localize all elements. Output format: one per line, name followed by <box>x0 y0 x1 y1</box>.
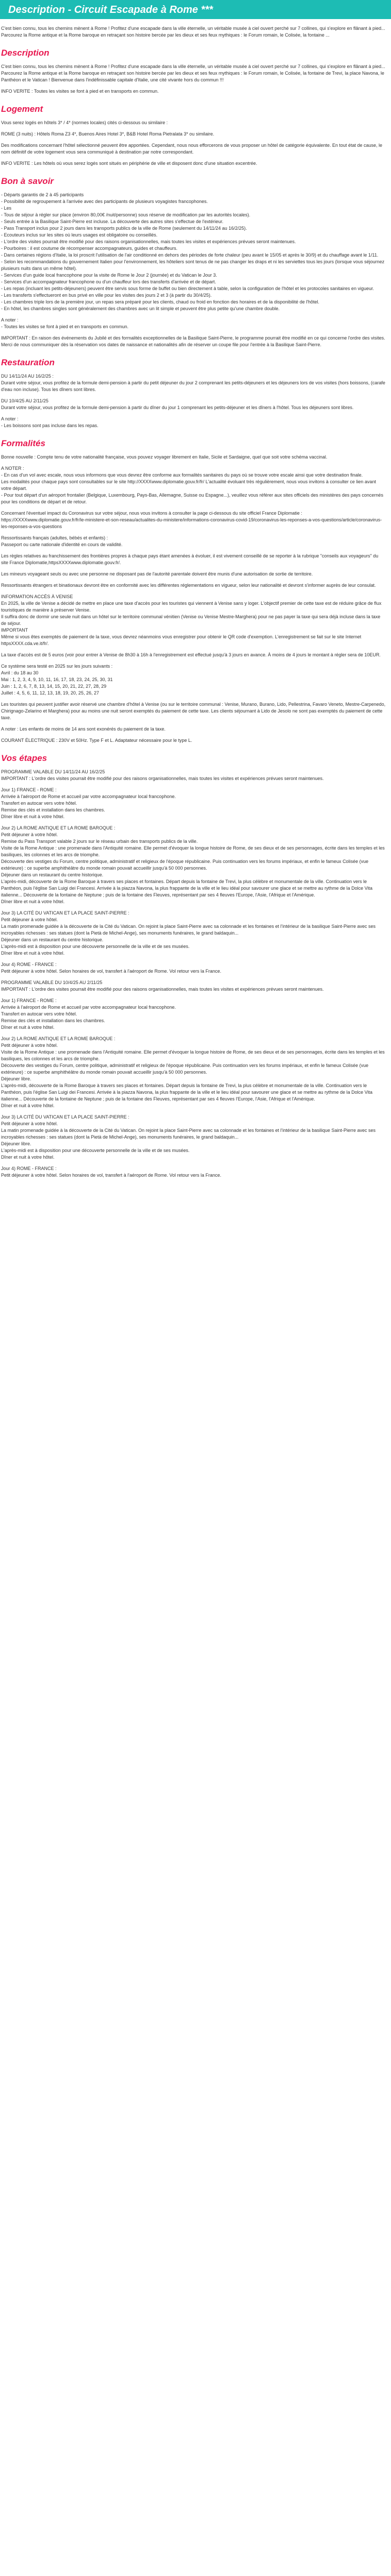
section-paragraph: Jour 1) FRANCE - ROME : Arrivée à l'aéroport de Rome et accueil par votre accompagnateur local francophone. Transfert en autocar vers votre hôtel. Remise des clés et installation dans les chambres. Dîner libre et nuit à votre hôtel. <box>1 787 176 819</box>
section-paragraph: DU 10/4/25 AU 2/11/25 Durant votre séjour, vous profitez de la formule demi-pension à partir du dîner du jour 1 comprenant les petits-déjeuner et les dîners à l'hôtel. Tous les déjeuners sont libres. <box>1 398 354 410</box>
section-paragraph: C'est bien connu, tous les chemins mènent à Rome ! Profitez d'une escapade dans la ville éternelle, un véritable musée à ciel ouvert perché sur 7 collines, qui s'explore en flânant à pied... Parcourez la Rome antique et la Rome baroque en retraçant son histoire bercée par les dieux et ses feux mythiques : le Forum romain, le Colisée, la fontaine de Trevi, la place Navona, le Panthéon et le Vatican ! Bienvenue dans l'indéfinissable capitale d'Italie, une cité vivante hors du commun !!! <box>1 64 385 82</box>
section-paragraph: PROGRAMME VALABLE DU 10/4/25 AU 2/11/25 IMPORTANT : L'ordre des visites pourrait être modifié pour des raisons organisationnelles, mais toutes les visites et expériences prévues seront maintenues. <box>1 980 324 992</box>
section-paragraph: Ressortissants français (adultes, bébés et enfants) : Passeport ou carte nationale d'identité en cours de validité. <box>1 535 123 547</box>
section-title: Description <box>1 48 50 58</box>
section-paragraph: INFO VERITE : Toutes les visites se font à pied et en transports en commun. <box>1 89 159 94</box>
section-paragraph: Vous serez logés en hôtels 3* / 4* (normes locales) cités ci-dessous ou similaire : <box>1 120 168 125</box>
content <box>0 25 391 1179</box>
section-paragraph: Des modifications concernant l'hôtel sélectionné peuvent être apportées. Cependant, nous nous efforcerons de vous proposer un hôtel de catégorie équivalente. En tout état de cause, le nom définitif de votre logement vous sera communiqué à destination par notre correspondant. <box>1 143 383 155</box>
section-title: Bon à savoir <box>1 176 54 186</box>
section-paragraph: La taxe d'accès est de 5 euros (voir pour entrer à Venise de 8h30 à 16h à l'enregistrement est effectué jusqu'à 3 jours en avance. À moins de 4 jours le montant à régler sera de 10EUR. <box>1 652 381 657</box>
section-paragraph: ROME (3 nuits) : Hôtels Roma Z3 4*, Buenos Aires Hotel 3*, B&B Hotel Roma Pietralata 3* ou similaire. <box>1 131 215 137</box>
sections-container <box>1 48 386 1179</box>
page-title: Description - Circuit Escapade à Rome *** <box>0 0 391 19</box>
section-restauration <box>1 358 386 429</box>
section-logement <box>1 104 386 167</box>
section-paragraph: Jour 4) ROME - FRANCE : Petit déjeuner à votre hôtel. Selon horaires de vol, transfert à l'aéroport de Rome. Vol retour vers la France. <box>1 962 221 974</box>
page <box>0 0 391 1179</box>
section-paragraph: Jour 4) ROME - FRANCE : Petit déjeuner à votre hôtel. Selon horaires de vol, transfert à l'aéroport de Rome. Vol retour vers la France. <box>1 1166 221 1178</box>
section-title: Restauration <box>1 358 55 367</box>
section-title: Formalités <box>1 438 45 448</box>
section-formalites <box>1 438 386 744</box>
section-paragraph: Jour 3) LA CITÉ DU VATICAN ET LA PLACE SAINT-PIERRE : Petit déjeuner à votre hôtel. La matin promenade guidée à la découverte de la Cité du Vatican. On rejoint la place Saint-Pierre avec sa colonnade et les fontaines et l'intérieur de la basilique Saint-Pierre avec ses incroyables richesses : ses statues (dont la Pietà de Michel-Ange), ses monuments funéraires, le grand baldaquin... Déjeuner dans un restaurant du centre historique. L'après-midi est à disposition pour une découverte personnelle de la ville et de ses musées. Dîner libre et nuit à votre hôtel. <box>1 910 376 956</box>
section-paragraph: Les règles relatives au franchissement des frontières propres à chaque pays étant amenées à évoluer, il est vivement conseillé de se reporter à la rubrique "conseils aux voyageurs" du site France Diplomatie,httpsXXXXwww.diplomatie.gouv.fr/. <box>1 553 379 565</box>
section-paragraph: Concernant l'éventuel impact du Coronavirus sur votre séjour, nous vous invitons à consulter la page ci-dessous du site officiel France Diplomatie : https://XXXXwww.diplomatie.gouv.fr/fr/le-ministere-et-son-reseau/actualites-du-ministere/informations-coronavirus-covid-19/coronavirus-les-reponses-a-vos-questions/article/coronavirus-les-reponses-a-vos-questions <box>1 511 382 529</box>
section-description <box>1 48 386 95</box>
section-paragraph: A NOTER : - En cas d'un vol avec escale, nous vous informons que vous devrez être conforme aux formalités sanitaires du pays où se trouve votre escale ainsi que votre destination finale. Les modalités pour chaque pays sont consultables sur le site http://XXXXwww.diplomatie.gouv.fr/fr/ L'actualité évoluant très régulièrement, nous vous invitons à consulter ce lien avant votre départ. - Pour tout départ d'un aéroport frontalier (Belgique, Luxembourg, Pays-Bas, Allemagne, Suisse ou Espagne...), veuillez vous référer aux sites officiels des ministères des pays concernés pour les conditions de départ et de retour. <box>1 466 383 504</box>
section-paragraph: Ce système sera testé en 2025 sur les jours suivants : Avril : du 18 au 30 Mai : 1, 2, 3, 4, 9, 10, 11, 16, 17, 18, 23, 24, 25, 30, 31 Juin : 1, 2, 6, 7, 8, 13, 14, 15, 20, 21, 22, 27, 28, 29 Juillet : 4, 5, 6, 11, 12, 13, 18, 19, 20, 25, 26, 27 <box>1 664 113 696</box>
section-paragraph: COURANT ÉLECTRIQUE : 230V et 50Hz. Type F et L. Adaptateur nécessaire pour le type L. <box>1 738 192 743</box>
section-paragraph: PROGRAMME VALABLE DU 14/11/24 AU 16/2/25 IMPORTANT : L'ordre des visites pourrait être modifié pour des raisons organisationnelles, mais toutes les visites et expériences prévues seront maintenues. <box>1 769 324 781</box>
section-paragraph: Les touristes qui peuvent justifier avoir réservé une chambre d'hôtel à Venise (ou sur le territoire communal : Venise, Murano, Burano, Lido, Pellestrina, Favaro Veneto, Mestre-Carpenedo, Chirignago-Zelarino et Marghera) pour au moins une nuit seront exemptés du paiement de cette taxe. Les clients séjournant à Lido de Jesolo ne sont pas exemptés du paiement de cette taxe. <box>1 702 386 720</box>
section-paragraph: Ressortissants étrangers et binationaux devront être en conformité avec les différentes réglementations en vigueur, selon leur nationalité et devront s'informer auprès de leur consulat. <box>1 583 376 588</box>
section-paragraph: DU 14/11/24 AU 16/2/25 : Durant votre séjour, vous profitez de la formule demi-pension à partir du petit déjeuner du jour 2 comprenant les petits-déjeuners et les déjeuners lors de vos visites (hors boissons, (carafe d'eau non incluse). Tous les dîners sont libres. <box>1 374 385 392</box>
section-paragraph: Les mineurs voyageant seuls ou avec une personne ne disposant pas de l'autorité parentale doivent être munis d'une autorisation de sortie de territoire. <box>1 571 313 577</box>
section-paragraph: Jour 2) LA ROME ANTIQUE ET LA ROME BAROQUE : Petit déjeuner à votre hôtel. Remise du Pass Transport valable 2 jours sur le réseau urbain des transports publics de la ville. Visite de la Rome Antique : une promenade dans l'Antiquité romaine. Elle permet d'évoquer la longue histoire de Rome, de ses dieux et de ses personnages, écrite dans les temples et les basiliques, les colonnes et les arcs de triomphe. Découverte des vestiges du Forum, centre politique, administratif et religieux de l'époque républicaine. Puis continuation vers les forums impériaux, et enfin le fameux Colisée (vue extérieure) : ce superbe amphithéâtre du monde romain pouvait accueillir jusqu'à 50 000 personnes. Déjeuner dans un restaurant du centre historique. L'après-midi, découverte de la Rome Baroque à travers ses places et fontaines. Départ depuis la fontaine de Trevi, la plus célèbre et monumentale de la ville. Continuation vers le Panthéon, puis l'église San Luigi dei Francesi. Arrivée à la piazza Navona, la plus frappante de la ville et le lieu idéal pour savourer une glace et se mettre au rythme de la Dolce Vita italienne... Découverte de la fontaine de Neptune ; puis de la fontaine des Fleuves, représentant par ses 4 fleuves l'Europe, l'Asie, l'Afrique et l'Amérique. Dîner libre et nuit à votre hôtel. <box>1 825 385 904</box>
section-paragraph: - Départs garantis de 2 à 45 participants - Possibilité de regroupement à l'arrivée avec des participants de plusieurs voyagistes francophones. - Les - Tous de séjour à régler sur place (environ 80,00€ /nuit/personne) sous réserve de modification par les autorités locales). - Seuls entrée à la Basilique Saint-Pierre est incluse. La découverte des autres sites s'effectue de l'extérieur. - Pass Transport inclus pour 2 jours dans les transports publics de la ville de Rome (seulement du 14/11/24 au 16/2/25). - Ecouteurs inclus sur les sites où leurs usages est obligatoire ou conseillés. - L'ordre des visites pourrait être modifié pour des raisons organisationnelles, mais toutes les visites et expériences prévues seront maintenues. - Pourboires : il est coutume de récompenser accompagnateurs, guides et chauffeurs. - Dans certaines régions d'Italie, la loi proscrit l'utilisation de l'air conditionné en dehors des périodes de forte chaleur (peu avant le 15/05 et après le 30/9) et du chauffage avant le 1/11. - Selon les recommandations du gouvernement Italien pour l'environnement, les hôteliers sont tenus de ne pas changer les draps et ni les serviettes tous les jours (lorsque vous séjournez plusieurs nuits dans un même hôtel). - Services d'un guide local francophone pour la visite de Rome le Jour 2 (journée) et du Vatican le Jour 3. - Services d'un accompagnateur francophone ou d'un chauffeur lors des transferts d'arrivée et de départ. - Les repas (incluant les petits-déjeuners) peuvent être servis sous forme de buffet ou bien directement à table, selon la configuration de l'hôtel et les protocoles sanitaires en vigueur. - Les transferts s'effectueront en bus privé en ville pour les visites des jours 2 et 3 (à partir du 30/4/25). - Les chambres triple lors de la première jour, un repas sera préparé pour les clients, chaud ou froid en fonction des horaires et de la disponibilité de l'hôtel. - En hôtel, les chambres singles sont généralement des chambres avec un lit simple et peuvent être plus petite qu'une chambre double. <box>1 192 385 311</box>
section-vos-etapes <box>1 753 386 1179</box>
section-paragraph: A noter : - Toutes les visites se font à pied et en transports en commun. <box>1 317 128 329</box>
section-paragraph: Jour 3) LA CITÉ DU VATICAN ET LA PLACE SAINT-PIERRE : Petit déjeuner à votre hôtel. La matin promenade guidée à la découverte de la Cité du Vatican. On rejoint la place Saint-Pierre avec sa colonnade et les fontaines et l'intérieur de la basilique Saint-Pierre avec ses incroyables richesses : ses statues (dont la Pietà de Michel-Ange), ses monuments funéraires, le grand baldaquin... Déjeuner libre. L'après-midi est à disposition pour une découverte personnelle de la ville et de ses musées. Dîner et nuit à votre hôtel. <box>1 1114 376 1160</box>
section-bon-a-savoir <box>1 176 386 348</box>
section-paragraph: A noter : - Les boissons sont pas incluse dans les repas. <box>1 416 99 428</box>
section-paragraph: INFO VERITE : Les hôtels où vous serez logés sont situés en périphérie de ville et disposent donc d'une situation excentrée. <box>1 161 257 166</box>
section-paragraph: INFORMATION ACCÈS À VENISE En 2025, la ville de Venise a décidé de mettre en place une taxe d'accès pour les touristes qui viennent à Venise sans y loger. L'objectif premier de cette taxe est de réduire grâce de flux touristiques de manière à préserver Venise. Il suffira donc de dormir une seule nuit dans un hôtel sur le territoire communal vénitien (Venise ou Venise Mestre-Marghera) pour ne pas payer la taxe qui sera déjà incluse dans la taxe de séjour. IMPORTANT Même si vous êtes exemptés de paiement de la taxe, vous devrez néanmoins vous enregistrer pour obtenir le QR code d'exemption. L'enregistrement se fait sur le site Internet httpsXXXX.cda.ve.it/fr/. <box>1 594 382 646</box>
intro-paragraph: C'est bien connu, tous les chemins mènent à Rome ! Profitez d'une escapade dans la ville éternelle, un véritable musée à ciel ouvert perché sur 7 collines, qui s'explore en flânant à pied... Parcourez la Rome antique et la Rome baroque en retraçant son histoire bercée par les dieux et ses feux mythiques : le Forum romain, le Colisée, la fontaine ... <box>1 26 385 38</box>
section-title: Vos étapes <box>1 753 47 763</box>
section-paragraph: Bonne nouvelle : Compte tenu de votre nationalité française, vous pouvez voyager librement en Italie, Sicile et Sardaigne, quel que soit votre schéma vaccinal. <box>1 454 328 460</box>
section-paragraph: A noter : Les enfants de moins de 14 ans sont exonérés du paiement de la taxe. <box>1 726 166 732</box>
section-title: Logement <box>1 104 43 114</box>
section-paragraph: IMPORTANT : En raison des événements du Jubilé et des formalités exceptionnelles de la Basilique Saint-Pierre, le programme pourrait être modifié en ce qui concerne l'ordre des visites. Merci de nous communiquer dès la réservation vos dates de naissance et nationalités afin de réserver un coupe file pour l'entrée à la Basilique Saint-Pierre. <box>1 335 385 347</box>
section-paragraph: Jour 1) FRANCE - ROME : Arrivée à l'aéroport de Rome et accueil par votre accompagnateur local francophone. Transfert en autocar vers votre hôtel. Remise des clés et installation dans les chambres. Dîner et nuit à votre hôtel. <box>1 998 176 1030</box>
section-paragraph: Jour 2) LA ROME ANTIQUE ET LA ROME BAROQUE : Petit déjeuner à votre hôtel. Visite de la Rome Antique : une promenade dans l'Antiquité romaine. Elle permet d'évoquer la longue histoire de Rome, de ses dieux et de ses personnages, écrite dans les temples et les basiliques, les colonnes et les arcs de triomphe. Découverte des vestiges du Forum, centre politique, administratif et religieux de l'époque républicaine. Puis continuation vers les forums impériaux, et enfin le fameux Colisée (vue extérieure) : ce superbe amphithéâtre du monde romain pouvait accueillir jusqu'à 50 000 personnes. Déjeuner libre. L'après-midi, découverte de la Rome Baroque à travers ses places et fontaines. Départ depuis la fontaine de Trevi, la plus célèbre et monumentale de la ville. Continuation vers le Panthéon, puis l'église San Luigi dei Francesi. Arrivée à la piazza Navona, la plus frappante de la ville et le lieu idéal pour savourer une glace et se mettre au rythme de la Dolce Vita italienne... Découverte de la fontaine de Neptune ; puis de la fontaine des Fleuves, représentant par ses 4 fleuves l'Europe, l'Asie, l'Afrique et l'Amérique. Dîner et nuit à votre hôtel. <box>1 1036 385 1108</box>
